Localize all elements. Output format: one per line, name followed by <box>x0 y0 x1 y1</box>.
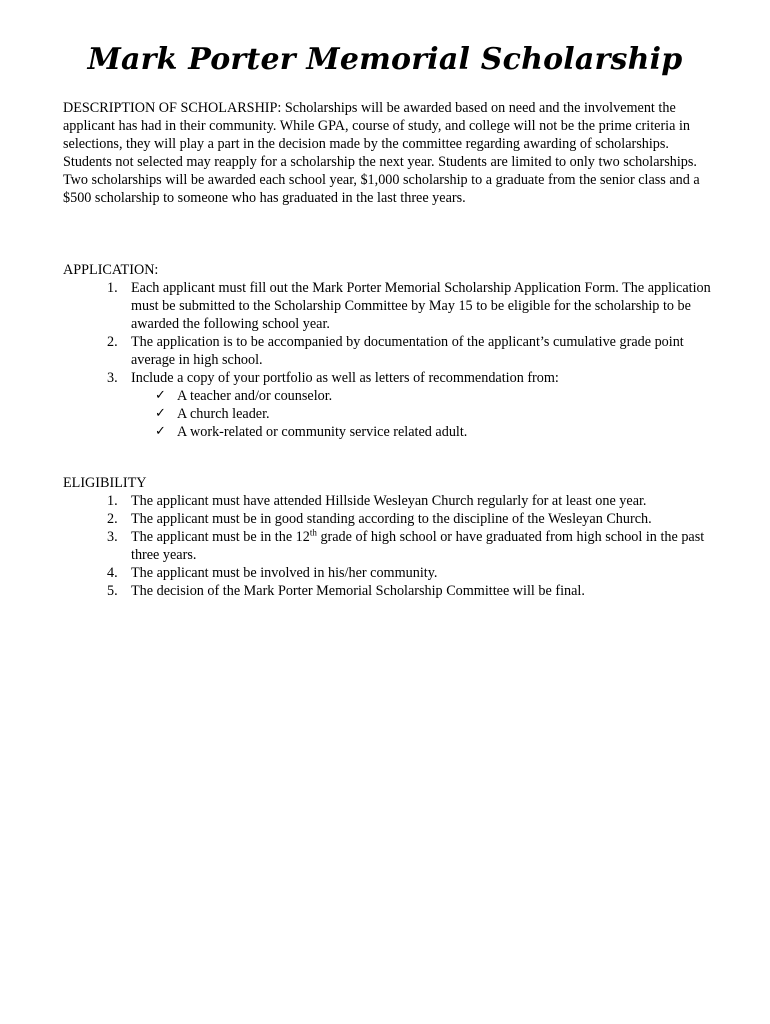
list-item <box>63 564 723 582</box>
list-item-text: Include a copy of your portfolio as well as letters of recommendation from: <box>131 370 559 386</box>
list-number: 3. <box>107 370 118 386</box>
list-item <box>63 528 723 564</box>
list-number: 4. <box>107 565 118 581</box>
list-number: 1. <box>107 493 118 509</box>
check-mark-icon: ✓ <box>155 406 166 421</box>
list-item <box>63 279 723 333</box>
list-number: 2. <box>107 334 118 350</box>
list-item-text: The applicant must be in good standing according to the discipline of the Wesleyan Church. <box>131 511 652 527</box>
list-number: 1. <box>107 280 118 296</box>
recommender-item <box>131 387 723 405</box>
application-heading: APPLICATION: <box>63 262 159 278</box>
list-item <box>63 582 723 600</box>
list-item <box>63 369 723 441</box>
check-mark-icon: ✓ <box>155 388 166 403</box>
document-title: Mark Porter Memorial Scholarship <box>87 42 683 77</box>
ordinal-superscript: th <box>309 527 317 538</box>
list-item-text: The applicant must have attended Hillside Wesleyan Church regularly for at least one year. <box>131 493 647 509</box>
recommender-item <box>131 423 723 441</box>
eligibility-list <box>63 492 723 600</box>
list-number: 3. <box>107 529 118 545</box>
check-mark-icon: ✓ <box>155 424 166 439</box>
list-item-text: The applicant must be involved in his/her community. <box>131 565 438 581</box>
list-item-text: Each applicant must fill out the Mark Porter Memorial Scholarship Application Form. The application must be submitted to the Scholarship Committee by May 15 to be eligible for the scholarship to be awarded the following school year. <box>131 280 711 332</box>
recommender-text: A work-related or community service related adult. <box>177 424 468 440</box>
recommender-item <box>131 405 723 423</box>
eligibility-heading: ELIGIBILITY <box>63 475 147 491</box>
recommender-list <box>131 387 723 441</box>
list-item-text-part: grade of high school or have graduated from high school in the past three years. <box>131 529 705 563</box>
scholarship-description: DESCRIPTION OF SCHOLARSHIP: Scholarships will be awarded based on need and the involvement the applicant has had in their community. While GPA, course of study, and college will not be the prime criteria in selections, they will play a part in the decision made by the committee regarding awarding of scholarships. Students not selected may reapply for a scholarship the next year. Students are limited to only two scholarships. Two scholarships will be awarded each school year, $1,000 scholarship to a graduate from the senior class and a $500 scholarship to someone who has graduated in the last three years. <box>63 100 700 206</box>
list-item <box>63 510 723 528</box>
list-number: 2. <box>107 511 118 527</box>
list-item-text-part: The applicant must be in the 12 <box>131 529 310 545</box>
application-list <box>63 279 723 441</box>
list-number: 5. <box>107 583 118 599</box>
list-item <box>63 492 723 510</box>
list-item-text: The application is to be accompanied by documentation of the applicant’s cumulative grade point average in high school. <box>131 334 684 368</box>
recommender-text: A teacher and/or counselor. <box>177 388 333 404</box>
list-item-text <box>131 529 704 563</box>
list-item-text: The decision of the Mark Porter Memorial Scholarship Committee will be final. <box>131 583 585 599</box>
list-item <box>63 333 723 369</box>
recommender-text: A church leader. <box>177 406 270 422</box>
